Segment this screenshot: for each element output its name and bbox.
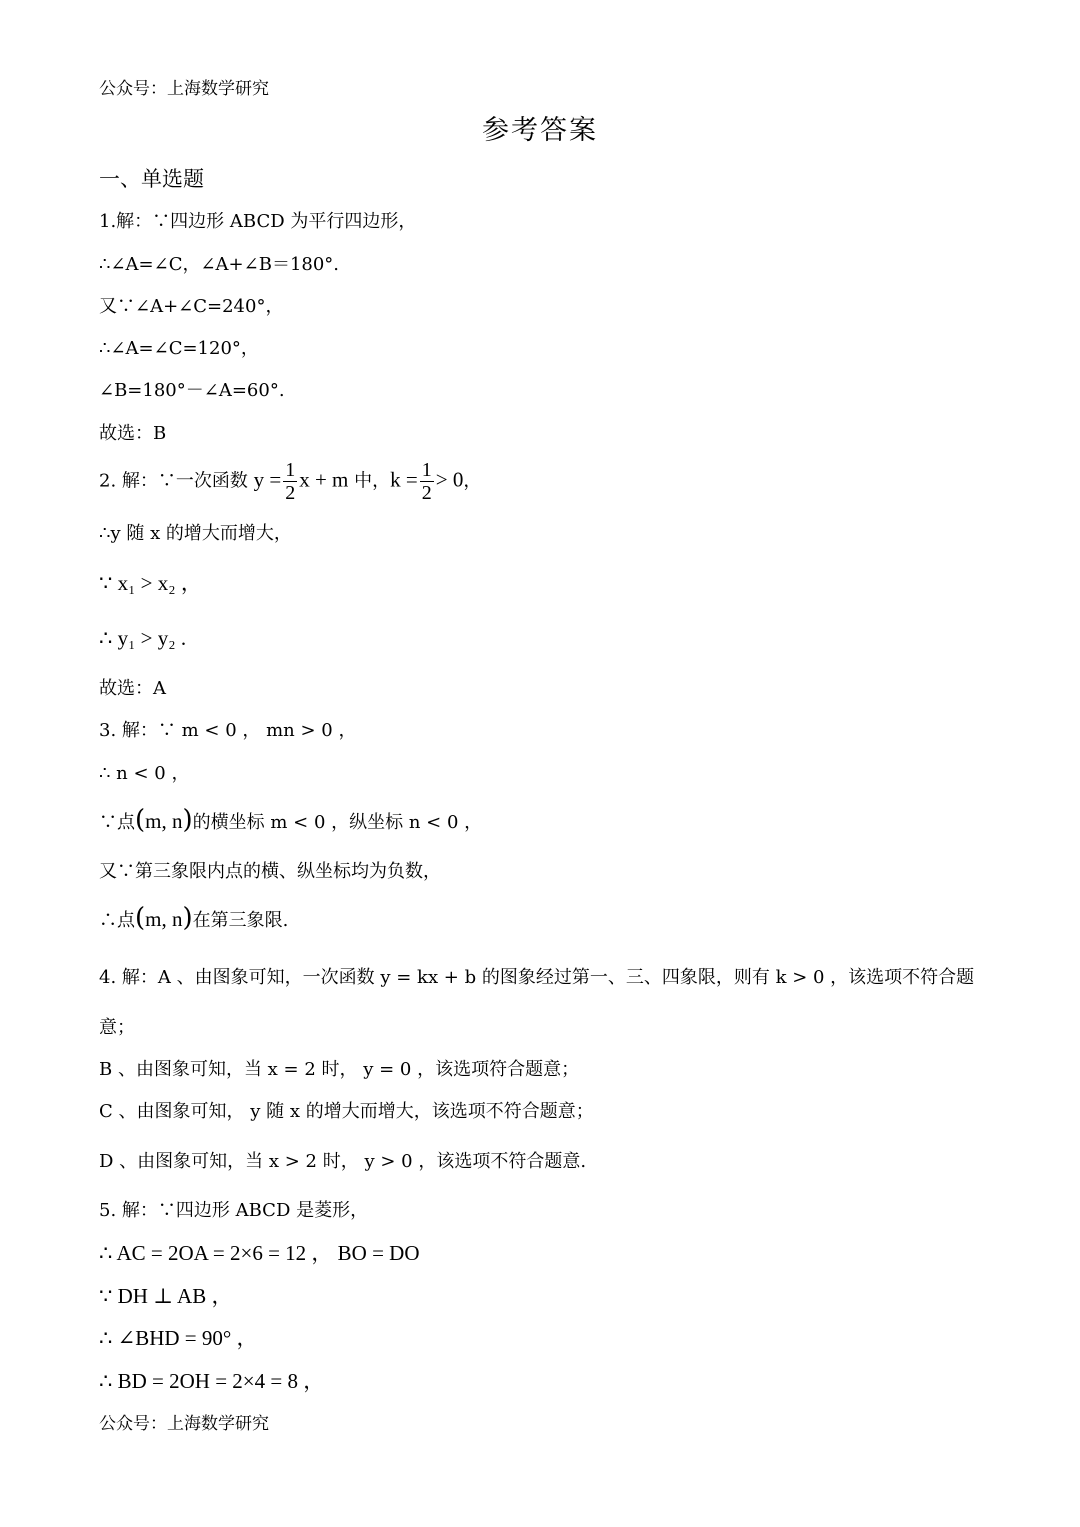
q2-line-1 [99,459,481,504]
q5-line-1: 5. 解：∵四边形 ABCD 是菱形， [99,1200,369,1221]
q2-fraction-1-den: 2 [285,482,296,504]
right-paren: ) [182,903,193,933]
q4-option-d: D 、由图象可知，当 x > 2 时， y > 0 ，该选项不符合题意. [99,1151,587,1172]
q1-line-2: ∴∠A=∠C，∠A+∠B＝180°. [99,254,340,275]
q2-line-2: ∴y 随 x 的增大而增大， [99,523,292,544]
page-header: 公众号：上海数学研究 [99,79,269,99]
q2-fraction-2-den: 2 [421,482,432,504]
q1-line-4: ∴∠A=∠C=120°， [99,338,259,359]
q4-line-1: 4. 解：A 、由图象可知，一次函数 y = kx + b 的图象经过第一、三、四象限，则有 k > 0 ，该选项不符合题 [99,967,975,988]
left-paren: ( [135,903,146,933]
q3-point-2: m, n [145,907,183,931]
q2-fraction-1-num: 1 [285,459,296,481]
q1-line-5: ∠B=180°－∠A=60°. [99,380,285,401]
left-paren: ( [135,805,146,835]
section-heading: 一、单选题 [99,167,204,191]
q3-line-5 [99,903,289,933]
q3-point-suffix: 的横坐标 m < 0 ，纵坐标 n < 0 ， [192,812,483,833]
q3-point: m, n [145,809,183,833]
q2-mid-text: 中， [348,470,391,492]
q4-option-b: B 、由图象可知，当 x = 2 时， y = 0 ，该选项符合题意； [99,1059,580,1080]
q2-trailing-comma: ， [463,470,482,492]
q1-line-3: 又∵∠A+∠C=240°， [99,296,284,317]
q3-line-4: 又∵第三象限内点的横、纵坐标均为负数， [99,861,441,882]
q2-fraction-2 [420,459,434,504]
q3-line-2: ∴ n < 0 ， [99,763,190,784]
q5-line-5: ∴ BD = 2OH = 2×4 = 8 ， [99,1369,325,1393]
page-title: 参考答案 [482,115,598,146]
q2-eq-rhs: x + m [299,467,349,492]
q4-option-c: C 、由图象可知， y 随 x 的增大而增大，该选项不符合题意； [99,1101,594,1122]
q5-line-4: ∴ ∠BHD = 90° ， [99,1326,258,1350]
q2-fraction-2-num: 1 [421,459,432,481]
q2-eq-lhs: y = [253,467,282,492]
q5-line-3: ∵ DH ⊥ AB ， [99,1284,233,1308]
q1-line-1: 1.解：∵四边形 ABCD 为平行四边形， [99,211,417,232]
q3-point-suffix-2: 在第三象限. [192,910,289,931]
q5-line-2: ∴ AC = 2OA = 2×6 = 12 ， BO = DO [99,1241,420,1265]
q2-k-lhs: k = [390,467,418,492]
q2-k-rhs: > 0 [435,467,464,492]
q2-intro: 2. 解：∵一次函数 [99,470,254,492]
right-paren: ) [182,805,193,835]
q2-answer: 故选：A [99,678,166,699]
q3-point-prefix-2: ∴点 [99,910,135,931]
q3-line-3 [99,805,483,835]
page-footer: 公众号：上海数学研究 [99,1414,269,1434]
q4-line-2: 意； [99,1017,135,1038]
q2-line-4: ∴ y₁ > y₂ . [99,626,187,650]
q3-point-prefix: ∵点 [99,812,135,833]
q2-fraction-1 [283,459,297,504]
q3-line-1: 3. 解：∵ m < 0 ， mn > 0 ， [99,720,357,741]
q2-line-3: ∵ x₁ > x₂ ， [99,571,202,595]
q1-answer: 故选：B [99,423,167,444]
